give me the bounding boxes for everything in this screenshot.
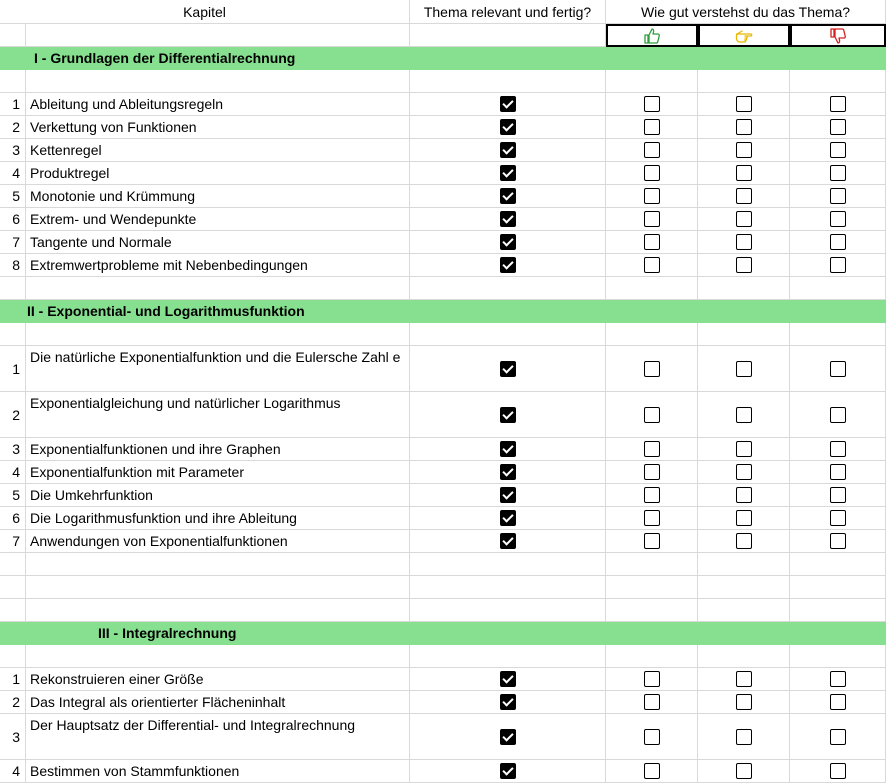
topic-name: Bestimmen von Stammfunktionen xyxy=(26,760,410,783)
topic-name: Der Hauptsatz der Differential- und Integralrechnung xyxy=(26,714,410,760)
topic-row xyxy=(0,162,886,185)
topic-row xyxy=(0,208,886,231)
topic-number: 2 xyxy=(0,392,26,438)
topic-name: Kettenregel xyxy=(26,139,410,162)
medium-cell xyxy=(698,346,790,392)
topic-number: 7 xyxy=(0,530,26,553)
blank-row xyxy=(0,576,886,599)
empty-cell xyxy=(606,323,698,346)
empty-cell xyxy=(0,645,26,668)
topic-row xyxy=(0,254,886,277)
bad-checkbox[interactable] xyxy=(830,407,846,423)
section-header-row xyxy=(0,47,886,70)
relevant-cell xyxy=(410,231,606,254)
medium-checkbox[interactable] xyxy=(736,729,752,745)
empty-cell xyxy=(410,645,606,668)
medium-checkbox[interactable] xyxy=(736,407,752,423)
blank-row xyxy=(0,70,886,93)
good-cell xyxy=(606,208,698,231)
empty-cell xyxy=(606,277,698,300)
empty-cell xyxy=(698,70,790,93)
relevant-cell xyxy=(410,162,606,185)
bad-checkbox[interactable] xyxy=(830,763,846,779)
topic-number: 6 xyxy=(0,507,26,530)
section-header-row xyxy=(0,622,886,645)
good-cell xyxy=(606,116,698,139)
relevant-cell xyxy=(410,530,606,553)
good-checkbox[interactable] xyxy=(644,464,660,480)
good-checkbox[interactable] xyxy=(644,211,660,227)
medium-checkbox[interactable] xyxy=(736,257,752,273)
medium-checkbox[interactable] xyxy=(736,188,752,204)
medium-cell xyxy=(698,231,790,254)
empty-cell xyxy=(698,576,790,599)
medium-cell xyxy=(698,484,790,507)
empty-cell xyxy=(0,24,26,47)
relevant-checkbox[interactable] xyxy=(500,407,516,423)
relevant-checkbox[interactable] xyxy=(500,441,516,457)
empty-cell xyxy=(26,645,410,668)
bad-cell xyxy=(790,116,886,139)
topic-name: Monotonie und Krümmung xyxy=(26,185,410,208)
empty-cell xyxy=(790,323,886,346)
bad-checkbox[interactable] xyxy=(830,119,846,135)
topic-name: Rekonstruieren einer Größe xyxy=(26,668,410,691)
topic-row xyxy=(0,185,886,208)
good-cell xyxy=(606,254,698,277)
empty-cell xyxy=(790,553,886,576)
topic-number: 2 xyxy=(0,691,26,714)
medium-cell xyxy=(698,185,790,208)
bad-checkbox[interactable] xyxy=(830,96,846,112)
empty-cell xyxy=(410,323,606,346)
topic-row xyxy=(0,392,886,438)
relevant-checkbox[interactable] xyxy=(500,763,516,779)
empty-cell xyxy=(0,277,26,300)
topic-name: Exponentialfunktionen und ihre Graphen xyxy=(26,438,410,461)
bad-cell xyxy=(790,668,886,691)
relevant-checkbox[interactable] xyxy=(500,487,516,503)
blank-row xyxy=(0,553,886,576)
relevant-checkbox[interactable] xyxy=(500,729,516,745)
topic-number: 2 xyxy=(0,116,26,139)
medium-checkbox[interactable] xyxy=(736,464,752,480)
blank-row xyxy=(0,277,886,300)
topic-number: 3 xyxy=(0,714,26,760)
bad-checkbox[interactable] xyxy=(830,142,846,158)
topic-name: Tangente und Normale xyxy=(26,231,410,254)
bad-cell xyxy=(790,254,886,277)
empty-cell xyxy=(0,323,26,346)
good-checkbox[interactable] xyxy=(644,729,660,745)
empty-cell xyxy=(790,645,886,668)
empty-cell xyxy=(0,599,26,622)
good-checkbox[interactable] xyxy=(644,188,660,204)
empty-cell xyxy=(0,553,26,576)
good-checkbox[interactable] xyxy=(644,165,660,181)
medium-checkbox[interactable] xyxy=(736,234,752,250)
good-checkbox[interactable] xyxy=(644,257,660,273)
bad-cell xyxy=(790,93,886,116)
topic-row xyxy=(0,668,886,691)
good-cell xyxy=(606,346,698,392)
good-checkbox[interactable] xyxy=(644,763,660,779)
bad-checkbox[interactable] xyxy=(830,257,846,273)
topic-name: Verkettung von Funktionen xyxy=(26,116,410,139)
empty-cell xyxy=(698,599,790,622)
medium-cell xyxy=(698,714,790,760)
topic-row xyxy=(0,507,886,530)
topic-row xyxy=(0,691,886,714)
topic-number: 5 xyxy=(0,185,26,208)
relevant-cell xyxy=(410,392,606,438)
medium-cell xyxy=(698,162,790,185)
bad-checkbox[interactable] xyxy=(830,487,846,503)
topic-row xyxy=(0,231,886,254)
bad-cell xyxy=(790,392,886,438)
topic-name: Exponentialgleichung und natürlicher Logarithmus xyxy=(26,392,410,438)
good-cell xyxy=(606,691,698,714)
empty-cell xyxy=(26,576,410,599)
medium-checkbox[interactable] xyxy=(736,165,752,181)
topic-name: Extremwertprobleme mit Nebenbedingungen xyxy=(26,254,410,277)
empty-cell xyxy=(26,599,410,622)
topic-number: 4 xyxy=(0,461,26,484)
thumbs-up-icon xyxy=(643,27,661,45)
empty-cell xyxy=(0,70,26,93)
topic-name: Exponentialfunktion mit Parameter xyxy=(26,461,410,484)
good-cell xyxy=(606,760,698,783)
topic-number: 4 xyxy=(0,162,26,185)
medium-cell xyxy=(698,116,790,139)
good-checkbox[interactable] xyxy=(644,671,660,687)
thumbs-down-icon xyxy=(829,27,847,45)
good-cell xyxy=(606,530,698,553)
topic-number: 3 xyxy=(0,139,26,162)
section-title: II - Exponential- und Logarithmusfunktion xyxy=(0,300,410,323)
bad-checkbox[interactable] xyxy=(830,671,846,687)
medium-cell xyxy=(698,668,790,691)
medium-checkbox[interactable] xyxy=(736,671,752,687)
bad-cell xyxy=(790,185,886,208)
empty-cell xyxy=(26,323,410,346)
bad-cell xyxy=(790,691,886,714)
empty-cell xyxy=(790,70,886,93)
empty-cell xyxy=(606,599,698,622)
medium-checkbox[interactable] xyxy=(736,211,752,227)
relevant-cell xyxy=(410,668,606,691)
good-checkbox[interactable] xyxy=(644,119,660,135)
bad-cell xyxy=(790,438,886,461)
topic-number: 1 xyxy=(0,93,26,116)
medium-checkbox[interactable] xyxy=(736,361,752,377)
medium-checkbox[interactable] xyxy=(736,441,752,457)
medium-cell xyxy=(698,392,790,438)
empty-cell xyxy=(606,645,698,668)
blank-row xyxy=(0,599,886,622)
topic-row xyxy=(0,714,886,760)
relevant-cell xyxy=(410,185,606,208)
relevant-checkbox[interactable] xyxy=(500,694,516,710)
empty-cell xyxy=(410,599,606,622)
good-checkbox[interactable] xyxy=(644,407,660,423)
section-fill xyxy=(410,300,886,323)
bad-cell xyxy=(790,162,886,185)
bad-checkbox[interactable] xyxy=(830,694,846,710)
topic-name: Produktregel xyxy=(26,162,410,185)
good-checkbox[interactable] xyxy=(644,96,660,112)
good-checkbox[interactable] xyxy=(644,487,660,503)
good-checkbox[interactable] xyxy=(644,234,660,250)
topic-row xyxy=(0,530,886,553)
bad-checkbox[interactable] xyxy=(830,211,846,227)
medium-cell xyxy=(698,438,790,461)
medium-cell xyxy=(698,461,790,484)
relevant-checkbox[interactable] xyxy=(500,671,516,687)
topic-number: 8 xyxy=(0,254,26,277)
relevant-cell xyxy=(410,691,606,714)
empty-cell xyxy=(698,645,790,668)
topic-row xyxy=(0,760,886,783)
relevant-cell xyxy=(410,484,606,507)
bad-cell xyxy=(790,530,886,553)
empty-cell xyxy=(410,70,606,93)
good-cell xyxy=(606,162,698,185)
relevant-cell xyxy=(410,208,606,231)
relevant-checkbox[interactable] xyxy=(500,142,516,158)
good-cell xyxy=(606,714,698,760)
medium-checkbox[interactable] xyxy=(736,510,752,526)
bad-checkbox[interactable] xyxy=(830,361,846,377)
bad-cell xyxy=(790,346,886,392)
medium-checkbox[interactable] xyxy=(736,694,752,710)
empty-cell xyxy=(410,576,606,599)
empty-cell xyxy=(26,277,410,300)
topic-name: Die Logarithmusfunktion und ihre Ableitung xyxy=(26,507,410,530)
bad-checkbox[interactable] xyxy=(830,533,846,549)
relevant-cell xyxy=(410,760,606,783)
relevant-cell xyxy=(410,93,606,116)
header-relevant: Thema relevant und fertig? xyxy=(410,0,606,24)
topic-row xyxy=(0,438,886,461)
good-checkbox[interactable] xyxy=(644,510,660,526)
bad-cell xyxy=(790,139,886,162)
good-cell xyxy=(606,139,698,162)
section-fill xyxy=(410,47,886,70)
good-cell xyxy=(606,231,698,254)
blank-row xyxy=(0,323,886,346)
good-cell xyxy=(606,185,698,208)
relevant-checkbox[interactable] xyxy=(500,533,516,549)
relevant-checkbox[interactable] xyxy=(500,119,516,135)
good-checkbox[interactable] xyxy=(644,533,660,549)
good-cell xyxy=(606,668,698,691)
bad-checkbox[interactable] xyxy=(830,510,846,526)
topic-row xyxy=(0,461,886,484)
header-verstehen: Wie gut verstehst du das Thema? xyxy=(606,0,886,24)
medium-checkbox[interactable] xyxy=(736,96,752,112)
good-checkbox[interactable] xyxy=(644,142,660,158)
relevant-checkbox[interactable] xyxy=(500,510,516,526)
empty-cell xyxy=(410,277,606,300)
relevant-cell xyxy=(410,438,606,461)
good-checkbox[interactable] xyxy=(644,694,660,710)
empty-cell xyxy=(26,70,410,93)
medium-checkbox[interactable] xyxy=(736,487,752,503)
topic-name: Die Umkehrfunktion xyxy=(26,484,410,507)
empty-cell xyxy=(790,277,886,300)
empty-cell xyxy=(0,576,26,599)
bad-checkbox[interactable] xyxy=(830,165,846,181)
empty-cell xyxy=(606,70,698,93)
header-kapitel: Kapitel xyxy=(0,0,410,24)
topic-number: 4 xyxy=(0,760,26,783)
relevant-checkbox[interactable] xyxy=(500,188,516,204)
bad-cell xyxy=(790,714,886,760)
empty-cell xyxy=(790,576,886,599)
medium-cell xyxy=(698,139,790,162)
relevant-checkbox[interactable] xyxy=(500,257,516,273)
relevant-cell xyxy=(410,461,606,484)
topic-row xyxy=(0,116,886,139)
bad-checkbox[interactable] xyxy=(830,188,846,204)
relevant-cell xyxy=(410,116,606,139)
section-fill xyxy=(410,622,886,645)
medium-cell xyxy=(698,760,790,783)
medium-cell xyxy=(698,208,790,231)
bad-checkbox[interactable] xyxy=(830,234,846,250)
empty-cell xyxy=(410,553,606,576)
medium-cell xyxy=(698,254,790,277)
medium-cell xyxy=(698,507,790,530)
relevant-checkbox[interactable] xyxy=(500,211,516,227)
topic-number: 3 xyxy=(0,438,26,461)
empty-cell xyxy=(26,553,410,576)
medium-checkbox[interactable] xyxy=(736,763,752,779)
bad-checkbox[interactable] xyxy=(830,464,846,480)
empty-cell xyxy=(698,323,790,346)
topic-row xyxy=(0,139,886,162)
relevant-checkbox[interactable] xyxy=(500,464,516,480)
empty-cell xyxy=(698,553,790,576)
section-header-row xyxy=(0,300,886,323)
topic-number: 5 xyxy=(0,484,26,507)
good-cell xyxy=(606,392,698,438)
medium-cell xyxy=(698,530,790,553)
topic-name: Anwendungen von Exponentialfunktionen xyxy=(26,530,410,553)
medium-checkbox[interactable] xyxy=(736,142,752,158)
bad-cell xyxy=(790,208,886,231)
relevant-cell xyxy=(410,714,606,760)
empty-cell xyxy=(26,24,410,47)
good-checkbox[interactable] xyxy=(644,441,660,457)
empty-cell xyxy=(606,576,698,599)
section-title: I - Grundlagen der Differentialrechnung xyxy=(0,47,410,70)
bad-cell xyxy=(790,760,886,783)
topic-name: Extrem- und Wendepunkte xyxy=(26,208,410,231)
empty-cell xyxy=(790,599,886,622)
topic-number: 7 xyxy=(0,231,26,254)
blank-row xyxy=(0,645,886,668)
relevant-cell xyxy=(410,254,606,277)
medium-cell xyxy=(698,93,790,116)
bad-cell xyxy=(790,231,886,254)
relevant-cell xyxy=(410,346,606,392)
relevant-checkbox[interactable] xyxy=(500,165,516,181)
good-cell xyxy=(606,507,698,530)
topic-number: 6 xyxy=(0,208,26,231)
good-cell xyxy=(606,484,698,507)
bad-checkbox[interactable] xyxy=(830,729,846,745)
good-cell xyxy=(606,461,698,484)
bad-checkbox[interactable] xyxy=(830,441,846,457)
relevant-checkbox[interactable] xyxy=(500,234,516,250)
good-column-header xyxy=(606,24,698,47)
section-title: III - Integralrechnung xyxy=(0,622,410,645)
relevant-checkbox[interactable] xyxy=(500,96,516,112)
topic-number: 1 xyxy=(0,346,26,392)
topic-row xyxy=(0,346,886,392)
medium-checkbox[interactable] xyxy=(736,119,752,135)
good-cell xyxy=(606,93,698,116)
bad-cell xyxy=(790,507,886,530)
bad-cell xyxy=(790,484,886,507)
topic-name: Ableitung und Ableitungsregeln xyxy=(26,93,410,116)
bad-cell xyxy=(790,461,886,484)
empty-cell xyxy=(606,553,698,576)
medium-column-header xyxy=(698,24,790,47)
empty-cell xyxy=(698,277,790,300)
bad-column-header xyxy=(790,24,886,47)
relevant-cell xyxy=(410,507,606,530)
relevant-checkbox[interactable] xyxy=(500,361,516,377)
topic-row xyxy=(0,484,886,507)
topic-name: Die natürliche Exponentialfunktion und die Eulersche Zahl e xyxy=(26,346,410,392)
icon-header-row xyxy=(0,24,886,47)
empty-cell xyxy=(410,24,606,47)
topic-number: 1 xyxy=(0,668,26,691)
topic-row xyxy=(0,93,886,116)
medium-checkbox[interactable] xyxy=(736,533,752,549)
good-cell xyxy=(606,438,698,461)
relevant-cell xyxy=(410,139,606,162)
medium-cell xyxy=(698,691,790,714)
header-row xyxy=(0,0,886,24)
topic-name: Das Integral als orientierter Flächeninhalt xyxy=(26,691,410,714)
good-checkbox[interactable] xyxy=(644,361,660,377)
pointing-hand-icon xyxy=(735,27,753,45)
